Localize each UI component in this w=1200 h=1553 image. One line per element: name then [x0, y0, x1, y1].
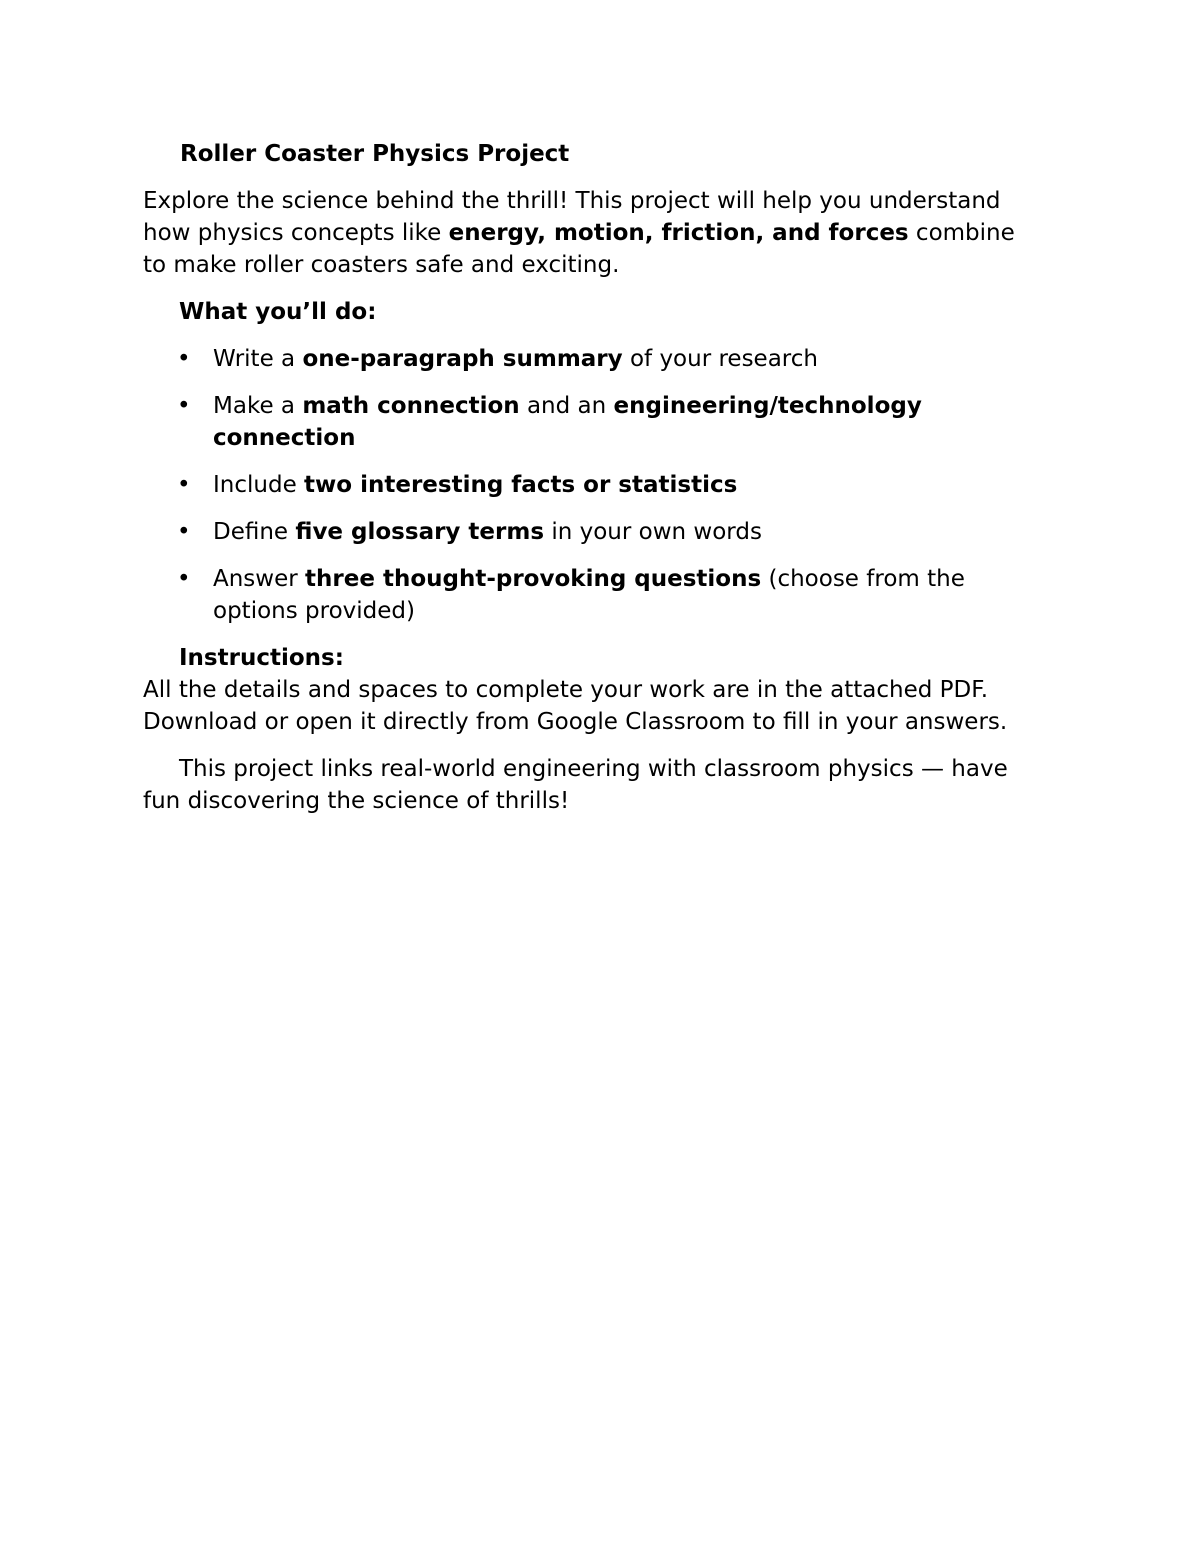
bullet-icon: •: [177, 393, 191, 419]
task-emphasis: math connection: [302, 393, 520, 419]
task-item-glossary: [143, 516, 1043, 548]
intro-paragraph: [143, 185, 1043, 281]
instructions-paragraph: All the details and spaces to complete your work are in the attached PDF. Download or open it directly from Google Classroom to fill in your answers.: [143, 677, 1008, 735]
task-text: Include: [213, 472, 305, 498]
document-body: [143, 138, 1043, 817]
task-text: Define: [213, 519, 296, 545]
task-text: Make a: [213, 393, 303, 419]
task-item-summary: [143, 343, 1043, 375]
task-text: Answer: [213, 566, 306, 592]
document-title: Roller Coaster Physics Project: [180, 141, 570, 167]
task-item-questions: [143, 563, 1043, 627]
intro-text-end: combine to make roller coasters safe and exciting.: [143, 220, 1015, 278]
task-emphasis: three thought-provoking questions: [305, 566, 762, 592]
task-text: Write a: [213, 346, 303, 372]
task-emphasis: one-paragraph summary: [302, 346, 623, 372]
what-you-will-do-heading: What you’ll do:: [179, 299, 377, 325]
task-text-end: in your own words: [544, 519, 762, 545]
task-item-connections: [143, 390, 1043, 454]
task-list: [143, 343, 1043, 627]
task-emphasis: two interesting facts or statistics: [304, 472, 738, 498]
task-emphasis: five glossary terms: [295, 519, 545, 545]
task-text-middle: and an: [519, 393, 614, 419]
bullet-icon: •: [177, 346, 191, 372]
bullet-icon: •: [177, 566, 191, 592]
instructions-heading: Instructions:: [179, 645, 344, 671]
task-item-facts: [143, 469, 1043, 501]
intro-text: Explore the science behind the thrill! This project will help you understand how physics concepts like: [143, 188, 1001, 246]
bullet-icon: •: [177, 472, 191, 498]
task-text-end: of your research: [622, 346, 818, 372]
task-text-end: (choose from the options provided): [213, 566, 965, 624]
task-emphasis-2: engineering/technology connection: [213, 393, 922, 451]
intro-key-concepts: energy, motion, friction, and forces: [448, 220, 909, 246]
bullet-icon: •: [177, 519, 191, 545]
closing-paragraph: This project links real-world engineering with classroom physics — have fun discovering the science of thrills!: [143, 756, 1008, 814]
